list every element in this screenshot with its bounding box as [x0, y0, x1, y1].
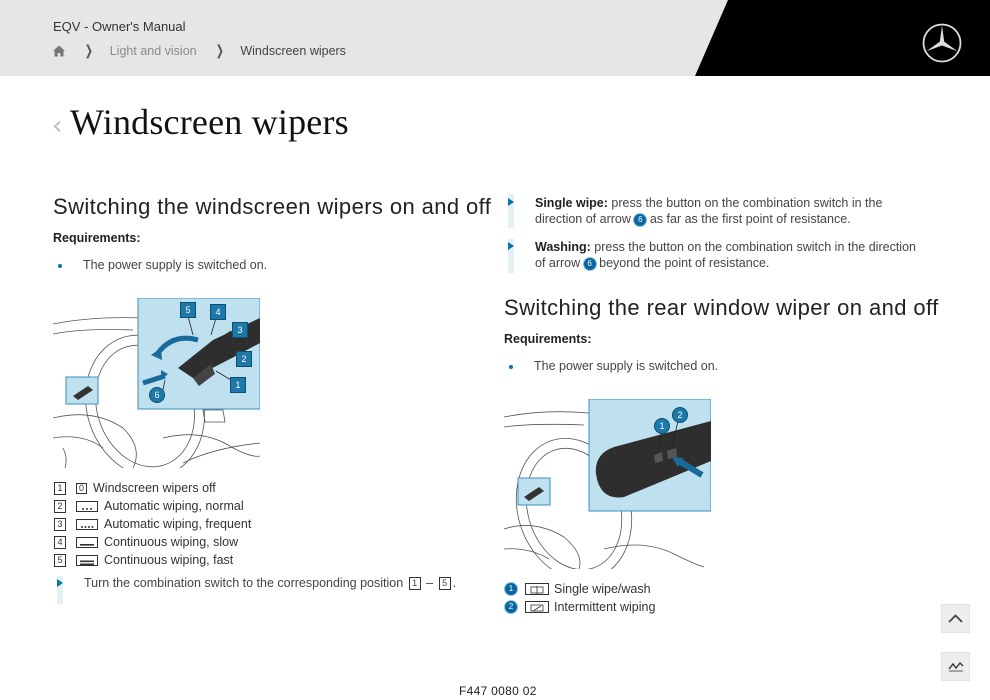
- legend-label: Automatic wiping, normal: [104, 499, 244, 513]
- instruction-washing: [535, 239, 927, 271]
- intermittent-wiping-icon: [525, 601, 549, 613]
- mercedes-star-logo[interactable]: [921, 22, 963, 64]
- home-icon[interactable]: [52, 44, 66, 58]
- requirement-text: The power supply is switched on.: [83, 258, 268, 272]
- legend-number: 3: [54, 518, 66, 531]
- callout-2: 2: [672, 407, 688, 423]
- legend-row-4: [54, 534, 238, 550]
- scroll-top-icon: [942, 605, 969, 632]
- requirement-text: The power supply is switched on.: [534, 359, 719, 373]
- link-button[interactable]: [941, 652, 970, 681]
- legend-number: 4: [54, 536, 66, 549]
- callout-3: 3: [232, 322, 248, 338]
- legend-row-2: [54, 498, 244, 514]
- step-text: press the button on the combination switch in the direction of arrow: [535, 196, 883, 226]
- requirements-label: Requirements:: [504, 332, 592, 346]
- header-bar: [0, 0, 990, 76]
- continuous-fast-icon: [76, 555, 98, 566]
- step-arrow-icon: [57, 579, 63, 587]
- link-icon: [942, 653, 969, 680]
- bullet-dot: [509, 365, 513, 369]
- callout-2: 2: [236, 351, 252, 367]
- breadcrumb-link-light-and-vision[interactable]: Light and vision: [109, 43, 197, 58]
- step-end: .: [452, 576, 457, 590]
- step-text: Turn the combination switch to the corresponding position: [84, 576, 404, 590]
- callout-6: 6: [149, 387, 165, 403]
- arrow-callout-6: 6: [584, 258, 596, 270]
- rear-wiper-figure: [504, 399, 711, 569]
- back-chevron-icon[interactable]: ‹: [52, 111, 63, 141]
- step-arrow-icon: [508, 198, 514, 206]
- auto-normal-icon: [76, 501, 98, 512]
- single-wipe-wash-icon: [525, 583, 549, 595]
- chevron-right-icon: ❯: [215, 42, 224, 58]
- instruction-single-wipe: [535, 195, 927, 227]
- continuous-slow-icon: [76, 537, 98, 548]
- scroll-top-button[interactable]: [941, 604, 970, 633]
- step-text: press the button on the combination switch in the direction of arrow: [535, 240, 916, 270]
- callout-4: 4: [210, 304, 226, 320]
- instruction-step: [84, 576, 456, 590]
- rear-wiper-illustration: [504, 399, 711, 569]
- breadcrumb: [52, 42, 346, 59]
- figure-code: F447 0080 02: [459, 684, 537, 698]
- bullet-dot: [58, 264, 62, 268]
- legend-number-circle: 2: [505, 601, 517, 613]
- legend-row-3: [54, 516, 251, 532]
- callout-5: 5: [180, 302, 196, 318]
- rear-legend-row-2: [505, 599, 655, 615]
- callout-1: 1: [654, 418, 670, 434]
- auto-frequent-icon: [76, 519, 98, 530]
- legend-row-1: [54, 480, 216, 496]
- step-text: as far as the first point of resistance.: [649, 212, 851, 226]
- legend-label: Continuous wiping, slow: [104, 535, 239, 549]
- step-arrow-icon: [508, 242, 514, 250]
- legend-label: Continuous wiping, fast: [104, 553, 234, 567]
- header-black-panel: [0, 0, 990, 76]
- arrow-callout-6: 6: [634, 214, 646, 226]
- legend-number: 5: [54, 554, 66, 567]
- step-text: beyond the point of resistance.: [599, 256, 770, 270]
- legend-number-circle: 1: [505, 583, 517, 595]
- wiper-switch-illustration: [53, 298, 260, 468]
- step-bold-label: Washing:: [535, 240, 591, 254]
- app-title: EQV - Owner's Manual: [53, 19, 186, 34]
- position-box-from: 1: [409, 577, 421, 590]
- wiper-off-symbol: 0: [76, 483, 87, 494]
- legend-label: Windscreen wipers off: [93, 481, 216, 495]
- legend-label: Automatic wiping, frequent: [104, 517, 252, 531]
- breadcrumb-current: Windscreen wipers: [240, 43, 346, 58]
- chevron-right-icon: ❯: [84, 42, 93, 58]
- position-box-to: 5: [439, 577, 451, 590]
- legend-row-5: [54, 552, 233, 568]
- section-title-windscreen: Switching the windscreen wipers on and off: [53, 194, 492, 219]
- requirements-label: Requirements:: [53, 231, 141, 245]
- legend-label: Single wipe/wash: [554, 582, 651, 596]
- step-bold-label: Single wipe:: [535, 196, 608, 210]
- callout-1: 1: [230, 377, 246, 393]
- legend-label: Intermittent wiping: [554, 600, 656, 614]
- legend-number: 2: [54, 500, 66, 513]
- step-dash: –: [426, 576, 434, 590]
- rear-legend-row-1: [505, 581, 651, 597]
- section-title-rear-wiper: Switching the rear window wiper on and off: [504, 295, 939, 320]
- page-title: Windscreen wipers: [70, 102, 349, 142]
- legend-number: 1: [54, 482, 66, 495]
- wiper-switch-figure: [53, 298, 260, 468]
